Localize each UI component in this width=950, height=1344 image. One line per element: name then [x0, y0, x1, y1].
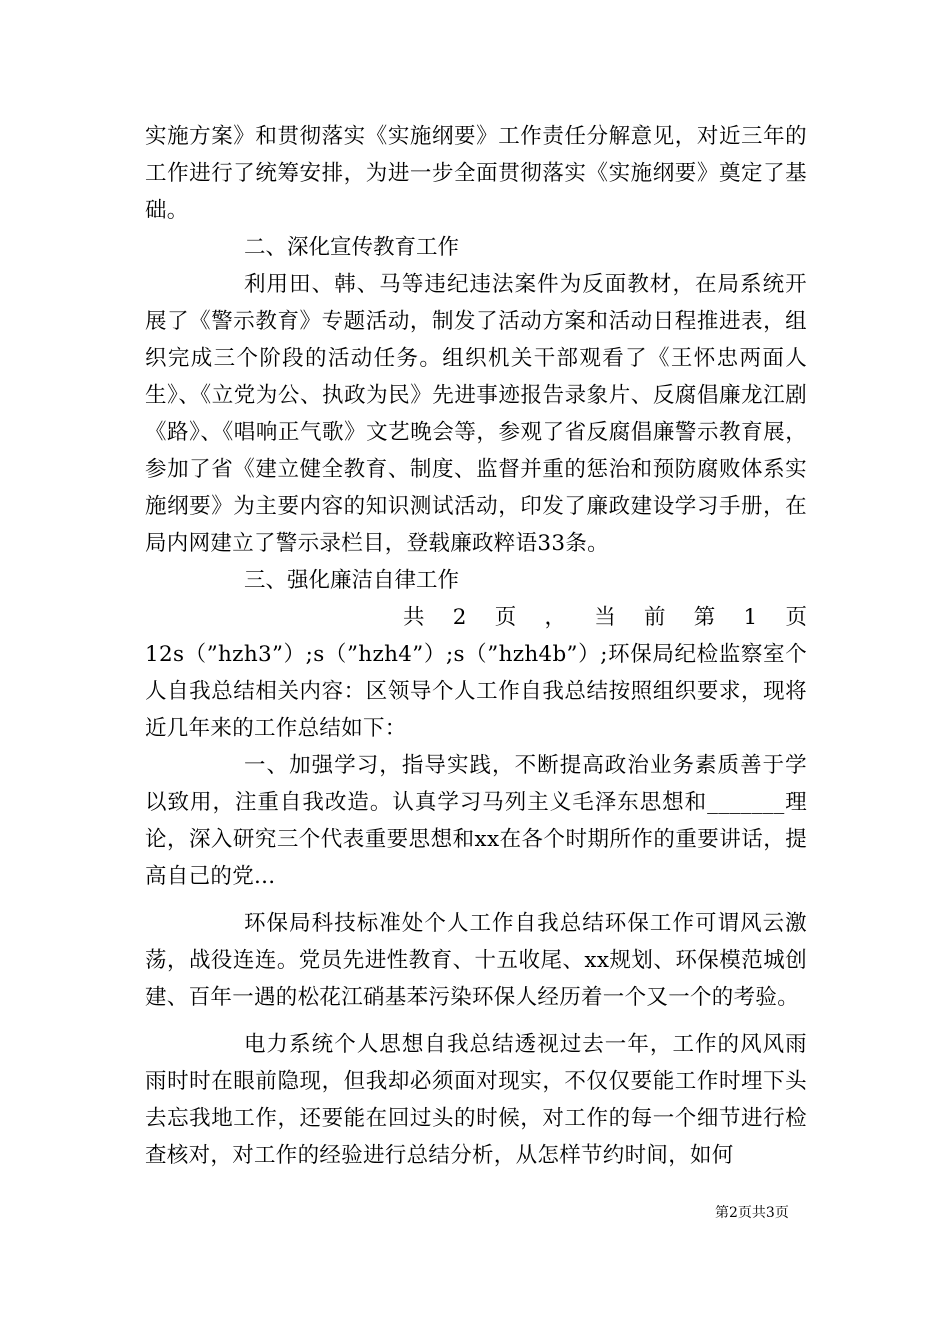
pager-char: 2: [452, 605, 467, 630]
paragraph-6: 电力系统个人思想自我总结透视过去一年，工作的风风雨雨时时在眼前隐现，但我却必须面对现实，不仅仅要能工作时埋下头去忘我地工作，还要能在回过头的时候，对工作的每一个细节进行检查核对，对工作的经验进行总结分析，从怎样节约时间，如何: [145, 1032, 807, 1168]
section-heading-3: 三、强化廉洁自律工作: [244, 568, 460, 593]
pager-char: 第: [693, 605, 716, 630]
paragraph-1: 实施方案》和贯彻落实《实施纲要》工作责任分解意见，对近三年的工作进行了统筹安排，为进一步全面贯彻落实《实施纲要》奠定了基础。: [145, 124, 807, 223]
pager-char: ，: [544, 605, 566, 630]
paragraph-2: 利用田、韩、马等违纪违法案件为反面教材，在局系统开展了《警示教育》专题活动，制发了活动方案和活动日程推进表，组织完成三个阶段的活动任务。组织机关干部观看了《王怀忠两面人生》、《立党为公、执政为民》先进事迹报告录象片、反腐倡廉龙江剧《路》、《唱响正气歌》文艺晚会等，参观了省反腐倡廉警示教育展，参加了省《建立健全教育、制度、监督并重的惩治和预防腐败体系实施纲要》为主要内容的知识测试活动，印发了廉政建设学习手册，在局内网建立了警示录栏目，登载廉政粹语33条。: [145, 272, 807, 556]
paragraph-gap: [145, 1016, 807, 1026]
document-body: [145, 118, 807, 1174]
pager-char: 前: [644, 605, 666, 630]
pager-char: 1: [743, 605, 758, 630]
paragraph-3: 12s（”hzh3”）;s（”hzh4”）;s（”hzh4b”）;环保局纪检监察室个人自我总结相关内容：区领导个人工作自我总结按照组织要求，现将近几年来的工作总结如下：: [145, 642, 807, 741]
page-footer: 第2页共3页: [715, 1205, 789, 1221]
paragraph-5: 环保局科技标准处个人工作自我总结环保工作可谓风云激荡，战役连连。党员先进性教育、十五收尾、xx规划、环保模范城创建、百年一遇的松花江硝基苯污染环保人经历着一个又一个的考验。: [145, 911, 807, 1010]
pager-char: 页: [494, 605, 517, 630]
paragraph-gap: [145, 895, 807, 905]
pager-char: 当: [594, 605, 616, 630]
inline-page-indicator: [145, 599, 807, 636]
section-heading-2: 二、深化宣传教育工作: [244, 235, 460, 260]
paragraph-4: 一、加强学习，指导实践，不断提高政治业务素质善于学以致用，注重自我改造。认真学习马列主义毛泽东思想和_______理论，深入研究三个代表重要思想和xx在各个时期所作的重要讲话，提高自己的党...: [145, 753, 807, 889]
pager-char: 共: [403, 605, 425, 630]
pager-char: 页: [785, 605, 807, 630]
